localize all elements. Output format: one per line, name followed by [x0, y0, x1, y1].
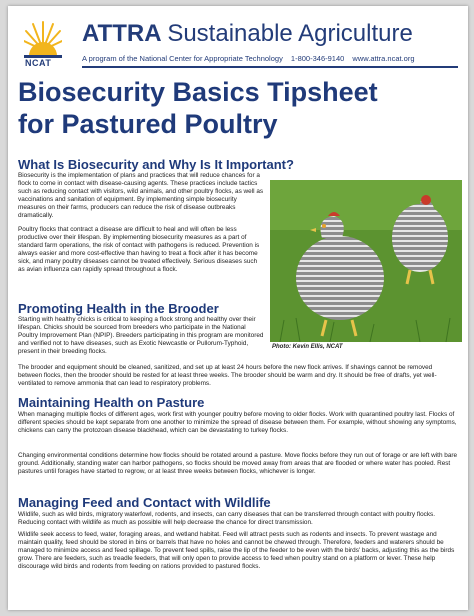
org-name [82, 20, 413, 48]
page-title [18, 76, 458, 140]
org-tagline: Sustainable Agriculture [167, 20, 413, 47]
paragraph: Wildlife, such as wild birds, migratory waterfowl, rodents, and insects, can carry diseases that can be transferred through contact with poultry flocks. Reducing contact with wildlife as much as possible will help decrease the chance for direct transmission. [18, 511, 435, 526]
paragraph: Wildlife seek access to feed, water, foraging areas, and wetland habitat. Feed will attract pests such as rodents and insects. To prevent wastage and maintain quality, feed should be stored in bins or barrels that have no holes and cannot be chewed through. Therefore, feeders and waterers should be managed to minimize access and feed spillage. To prevent feed spills, raise the lip of the feeder to be even with the birds' backs, adjusting this as the birds grow. There are feeders, such as treadle feeders, that will only open to provide access to feed when poultry stand on a platform or lever. These help discourage wild birds and rodents from feeding on rations provided to pastured flocks. [18, 531, 455, 570]
program-text: A program of the National Center for Appropriate Technology [82, 54, 283, 63]
photo-caption: Photo: Kevin Ellis, NCAT [272, 344, 343, 350]
program-line [82, 54, 421, 63]
paragraph: Poultry flocks that contract a disease are difficult to heal and will often be less productive over their lifespan. By implementing biosecurity measures as a part of standard farm operations, the risk of contact with pathogens is reduced. Prevention is always easier and more cost-effective than having to treat a flock after it has become sick, and many poultry diseases cannot be treated effectively. Serious diseases such as avian influenza can rapidly spread throughout a flock. [18, 226, 260, 273]
header-rule [82, 66, 458, 68]
paragraph: Biosecurity is the implementation of plans and practices that will reduce chances for a flock to come in contact with disease-causing agents. These practices include tactics such as reducing contact with visitors, wild animals, and other poultry flocks, as well as vaccinations and sanitation of equipment. By implementing simple biosecurity measures on their farms, producers can reduce the risk of disease outbreaks dramatically. [18, 172, 264, 219]
paragraph: The brooder and equipment should be cleaned, sanitized, and set up at least 24 hours before the new flock arrives. If shavings cannot be removed between flocks, then the brooder should be rested for at least three weeks. The brooder should be warm and dry. It should be free of drafts, yet well-ventilated to remove ammonia that can lead to respiratory problems. [18, 364, 437, 387]
ncat-logo-text: NCAT [25, 58, 52, 68]
tipsheet-page [8, 6, 468, 610]
phone-number: 1-800-346-9140 [290, 54, 345, 63]
section-heading-brooder: Promoting Health in the Brooder [18, 301, 219, 316]
chickens-on-pasture-image [270, 180, 462, 342]
section-heading-feed-wildlife: Managing Feed and Contact with Wildlife [18, 495, 271, 510]
section-heading-biosecurity: What Is Biosecurity and Why Is It Important? [18, 157, 294, 172]
website-link[interactable]: www.attra.ncat.org [352, 54, 415, 63]
header [18, 18, 458, 82]
title-line-2: for Pastured Poultry [18, 109, 278, 139]
paragraph: Starting with healthy chicks is critical to keeping a flock strong and healthy over their lifespan. Chicks should be sourced from breeders who participate in the National Poultry Improvement Plan (NPIP). Breeders participating in this program are monitored and verified not to have diseases, such as Exotic Newcastle or Pullorum-Typhoid, present in their breeding flocks. [18, 316, 264, 355]
title-line-1: Biosecurity Basics Tipsheet [18, 77, 378, 107]
ncat-sun-logo-icon [24, 18, 62, 58]
paragraph: When managing multiple flocks of different ages, work first with younger poultry before moving to older flocks. Work with quarantined poultry last. Flocks of different species should be kept separate from one another to minimize the spread of disease between them. For example, without showing any symptoms, chickens can carry the protozoan disease blackhead, which can be devastating to turkey flocks. [18, 411, 457, 434]
org-acronym: ATTRA [82, 20, 161, 47]
section-heading-pasture: Maintaining Health on Pasture [18, 395, 205, 410]
poultry-photo [270, 180, 462, 342]
paragraph: Changing environmental conditions determine how flocks should be rotated around a pasture. Move flocks before they run out of forage or are left with bare ground. Additionally, standing water can harbor pathogens, so flocks should be moved away from areas that are flooded or where water has pooled. Rest pastures until forages have started to regrow, or at least three weeks between flocks, whichever is longer. [18, 452, 458, 475]
